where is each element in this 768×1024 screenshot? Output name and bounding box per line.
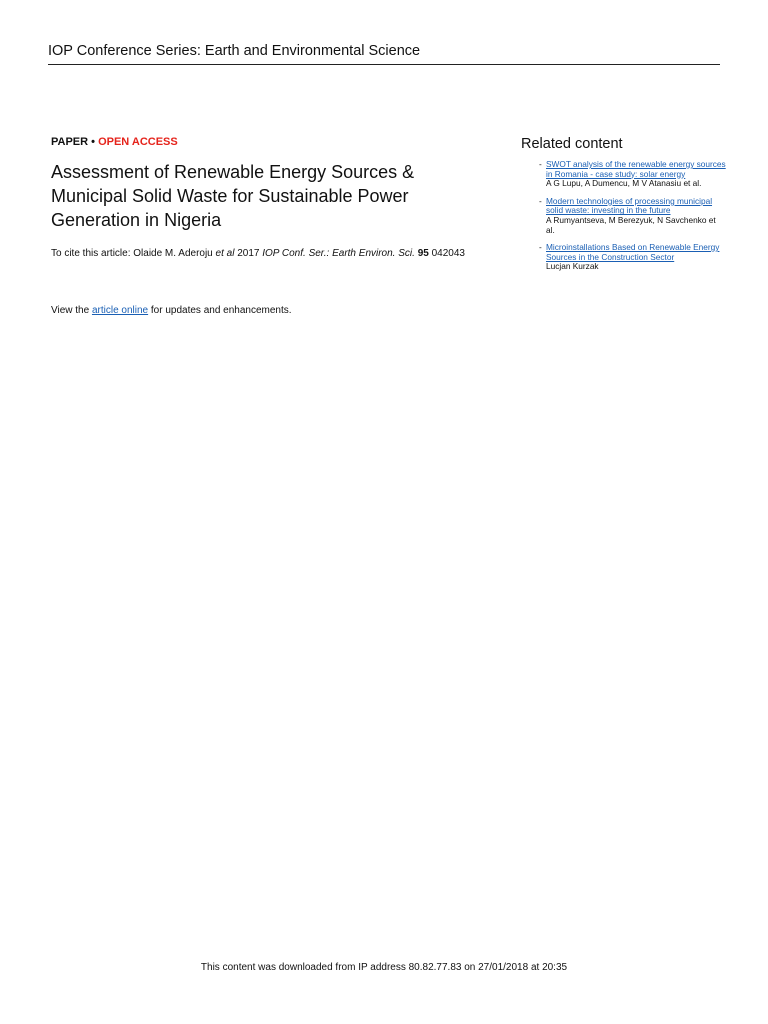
- article-title-line: Municipal Solid Waste for Sustainable Power: [51, 186, 409, 206]
- citation-line: [51, 248, 465, 259]
- view-online-before: View the: [51, 305, 92, 316]
- related-item-authors: A G Lupu, A Dumencu, M V Atanasiu et al.: [546, 178, 702, 189]
- journal-header: [48, 42, 720, 65]
- list-dash: -: [539, 195, 542, 206]
- view-online-after: for updates and enhancements.: [148, 305, 292, 316]
- related-item: [521, 160, 726, 189]
- citation-year: 2017: [234, 248, 263, 259]
- related-item: [521, 197, 726, 235]
- label-separator: •: [88, 136, 99, 148]
- journal-title: IOP Conference Series: Earth and Environmental Science: [48, 43, 421, 59]
- open-access-badge: OPEN ACCESS: [98, 136, 178, 148]
- related-content-heading: Related content: [521, 136, 623, 152]
- citation-prefix: To cite this article: Olaide M. Aderoju: [51, 248, 216, 259]
- list-dash: -: [539, 159, 542, 169]
- related-item: [521, 243, 726, 272]
- article-title-line: Generation in Nigeria: [51, 210, 222, 230]
- citation-etal: et al: [215, 248, 235, 259]
- article-title-line: Assessment of Renewable Energy Sources &: [51, 162, 415, 182]
- related-item-link[interactable]: Modern technologies of processing municipal solid waste: investing in the future: [546, 195, 713, 216]
- related-content-list: [521, 160, 726, 272]
- paper-type: PAPER: [51, 136, 89, 148]
- article-online-link[interactable]: article online: [91, 305, 149, 316]
- related-item-authors: Lucjan Kurzak: [546, 261, 599, 272]
- citation-journal: IOP Conf. Ser.: Earth Environ. Sci.: [262, 248, 415, 259]
- download-notice: This content was downloaded from IP address 80.82.77.83 on 27/01/2018 at 20:35: [200, 962, 568, 973]
- view-online-notice: [51, 305, 292, 316]
- related-item-link[interactable]: Microinstallations Based on Renewable Energy Sources in the Construction Sector: [546, 242, 720, 262]
- paper-type-label: [51, 136, 178, 148]
- related-item-link[interactable]: SWOT analysis of the renewable energy sources in Romania - case study: solar energy: [546, 159, 726, 179]
- list-dash: -: [539, 242, 542, 253]
- citation-volume: 95: [417, 248, 429, 259]
- article-title: [51, 160, 491, 232]
- related-item-authors: A Rumyantseva, M Berezyuk, N Savchenko et al.: [546, 214, 716, 235]
- citation-article-number: 042043: [428, 248, 465, 259]
- related-content-panel: [521, 136, 726, 280]
